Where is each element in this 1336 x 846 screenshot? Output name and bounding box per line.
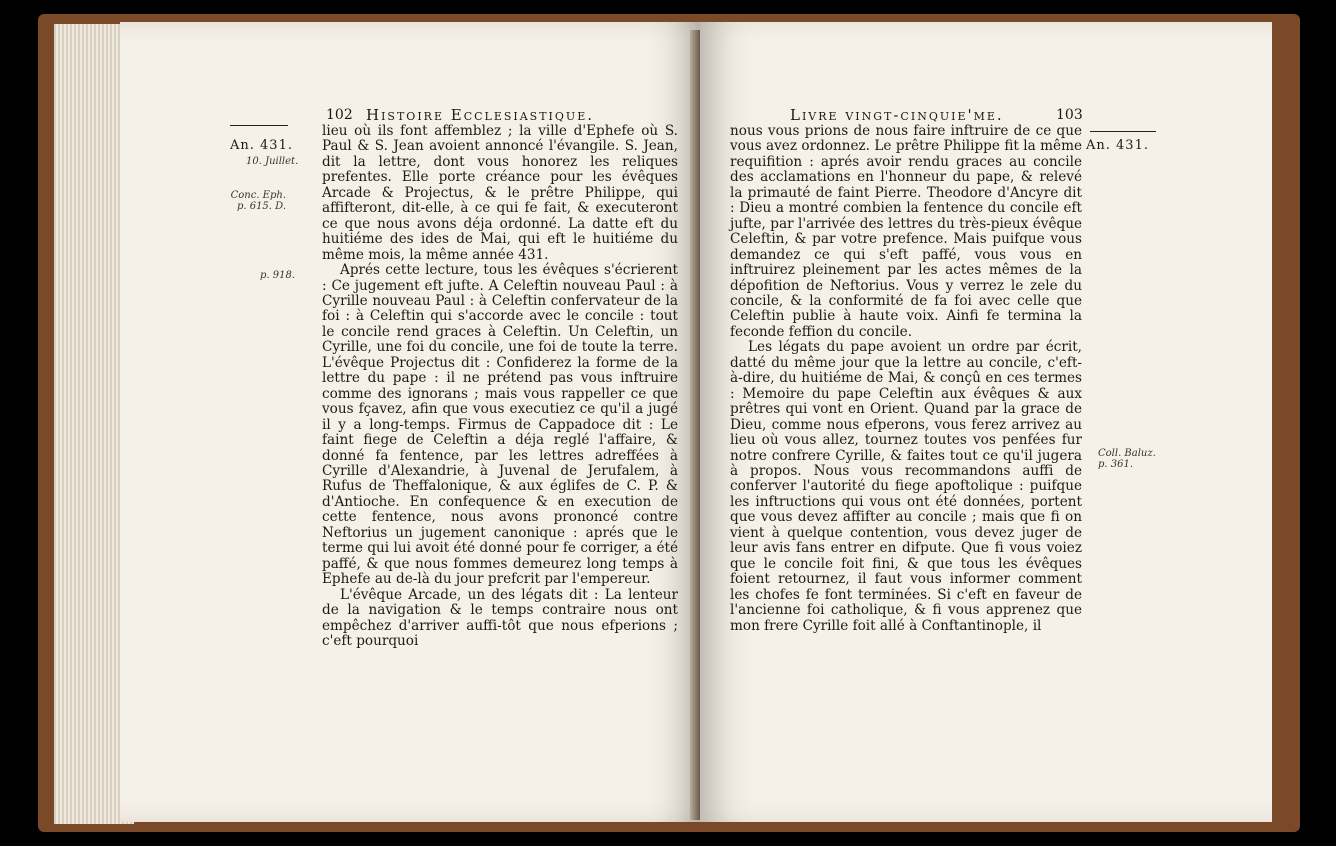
right-margin-ref: Coll. Baluz. p. 361.	[1098, 448, 1156, 470]
right-paragraph-1: nous vous prions de nous faire inftruire de ce que vous avez ordonnez. Le prêtre Philippe fit la même requifition : aprés avoir rendu graces au concile des acclamations en l'honneur du pape, & relevé la primauté de faint Pierre. Theodore d'Ancyre dit : Dieu a montré combien la fentence du concile eft jufte, par l'arrivée des lettres du très-pieux évêque Celeftin, & par votre prefence. Mais puifque vous demandez ce qui s'eft paffé, vous vous en inftruirez pleinement par les actes mêmes de la dépofition de Neftorius. Vous y verrez le zele du concile, & la conformité de fa foi avec celle que Celeftin publie à haute voix. Ainfi fe termina la feconde feffion du concile.	[730, 123, 1082, 340]
left-page-number: 102	[326, 107, 353, 123]
right-paragraph-2: Les légats du pape avoient un ordre par écrit, datté du même jour que la lettre au concile, c'eft-à-dire, du huitiéme de Mai, & conçû en ces termes : Memoire du pape Celeftin aux évêques & aux prêtres qui vont en Orient. Quand par la grace de Dieu, comme nous efperons, vous ferez arrivez au lieu où vous allez, tournez toutes vos penfées fur notre confrere Cyrille, & faites tout ce qu'il jugera à propos. Nous vous recommandons auffi de conferver l'autorité du fiege apoftolique : puifque les inftructions qui vous ont été données, portent que vous devez affifter au concile ; mais que fi on vient à quelque contention, vous devez juger de leur avis fans entrer en difpute. Que fi vous voiez que le concile foit fini, & que tous les évêques foient retournez, il faut vous informer comment les chofes fe font terminées. Si c'eft en faveur de l'ancienne foi catholique, & fi vous apprenez que mon frere Cyrille foit allé à Conftantinople, il	[730, 339, 1082, 634]
left-paragraph-1: lieu où ils font affemblez ; la ville d'Ephefe où S. Paul & S. Jean avoient annoncé l'évangile. S. Jean, dit la lettre, dont vous honorez les reliques prefentes. Elle porte créance pour les évêques Arcade & Projectus, & le prêtre Philippe, qui affifteront, dit-elle, à ce qui fe fait, & executeront ce que nous avons déja ordonné. La datte eft du huitiéme des ides de Mai, qui eft le huitiéme du même mois, la même année 431.	[322, 123, 678, 263]
right-running-head: Livre vingt-cinquie'me.	[790, 106, 1004, 124]
right-page-number: 103	[1056, 107, 1083, 123]
left-page	[120, 22, 700, 822]
left-running-head: Histoire Ecclesiastique.	[366, 106, 594, 124]
left-margin-year: An. 431.	[230, 138, 293, 153]
right-margin-rule	[1090, 131, 1156, 132]
left-paragraph-3: L'évêque Arcade, un des légats dit : La lenteur de la navigation & le temps contraire nous ont empêchez d'arriver auffi-tôt que nous efperions ; c'eft pourquoi	[322, 586, 678, 649]
right-page	[700, 22, 1272, 822]
left-margin-ref2: p. 918.	[260, 270, 296, 281]
right-body	[730, 124, 1082, 634]
left-margin-rule	[230, 125, 288, 126]
left-body	[322, 124, 678, 649]
left-margin-ref1: Conc. Eph. p. 615. D.	[230, 190, 286, 212]
right-margin-year: An. 431.	[1086, 138, 1149, 153]
left-margin-date: 10. Juillet.	[246, 156, 299, 167]
left-paragraph-2: Aprés cette lecture, tous les évêques s'écrierent : Ce jugement eft jufte. A Celeftin nouveau Paul : à Cyrille nouveau Paul : à Celeftin confervateur de la foi : à Celeftin qui s'accorde avec le concile : tout le concile rend graces à Celeftin. Un Celeftin, un Cyrille, une foi du concile, une foi de toute la terre. L'évêque Projectus dit : Confiderez la forme de la lettre du pape : il ne prétend pas vous inftruire comme des ignorans ; mais vous rappeller ce que vous fçavez, afin que vous executiez ce qu'il a jugé il y a long-temps. Firmus de Cappadoce dit : Le faint fiege de Celeftin a déja reglé l'affaire, & donné fa fentence, par les lettres adreffées à Cyrille d'Alexandrie, à Juvenal de Jerufalem, à Rufus de Theffalonique, & aux églifes de C. P. & d'Antioche. En confequence & en execution de cette fentence, nous avons prononcé contre Neftorius un jugement canonique : aprés que le terme qui lui avoit été donné pour fe corriger, a été paffé, & que nous fommes demeurez long temps à Ephefe au de-là du jour prefcrit par l'empereur.	[322, 262, 678, 588]
